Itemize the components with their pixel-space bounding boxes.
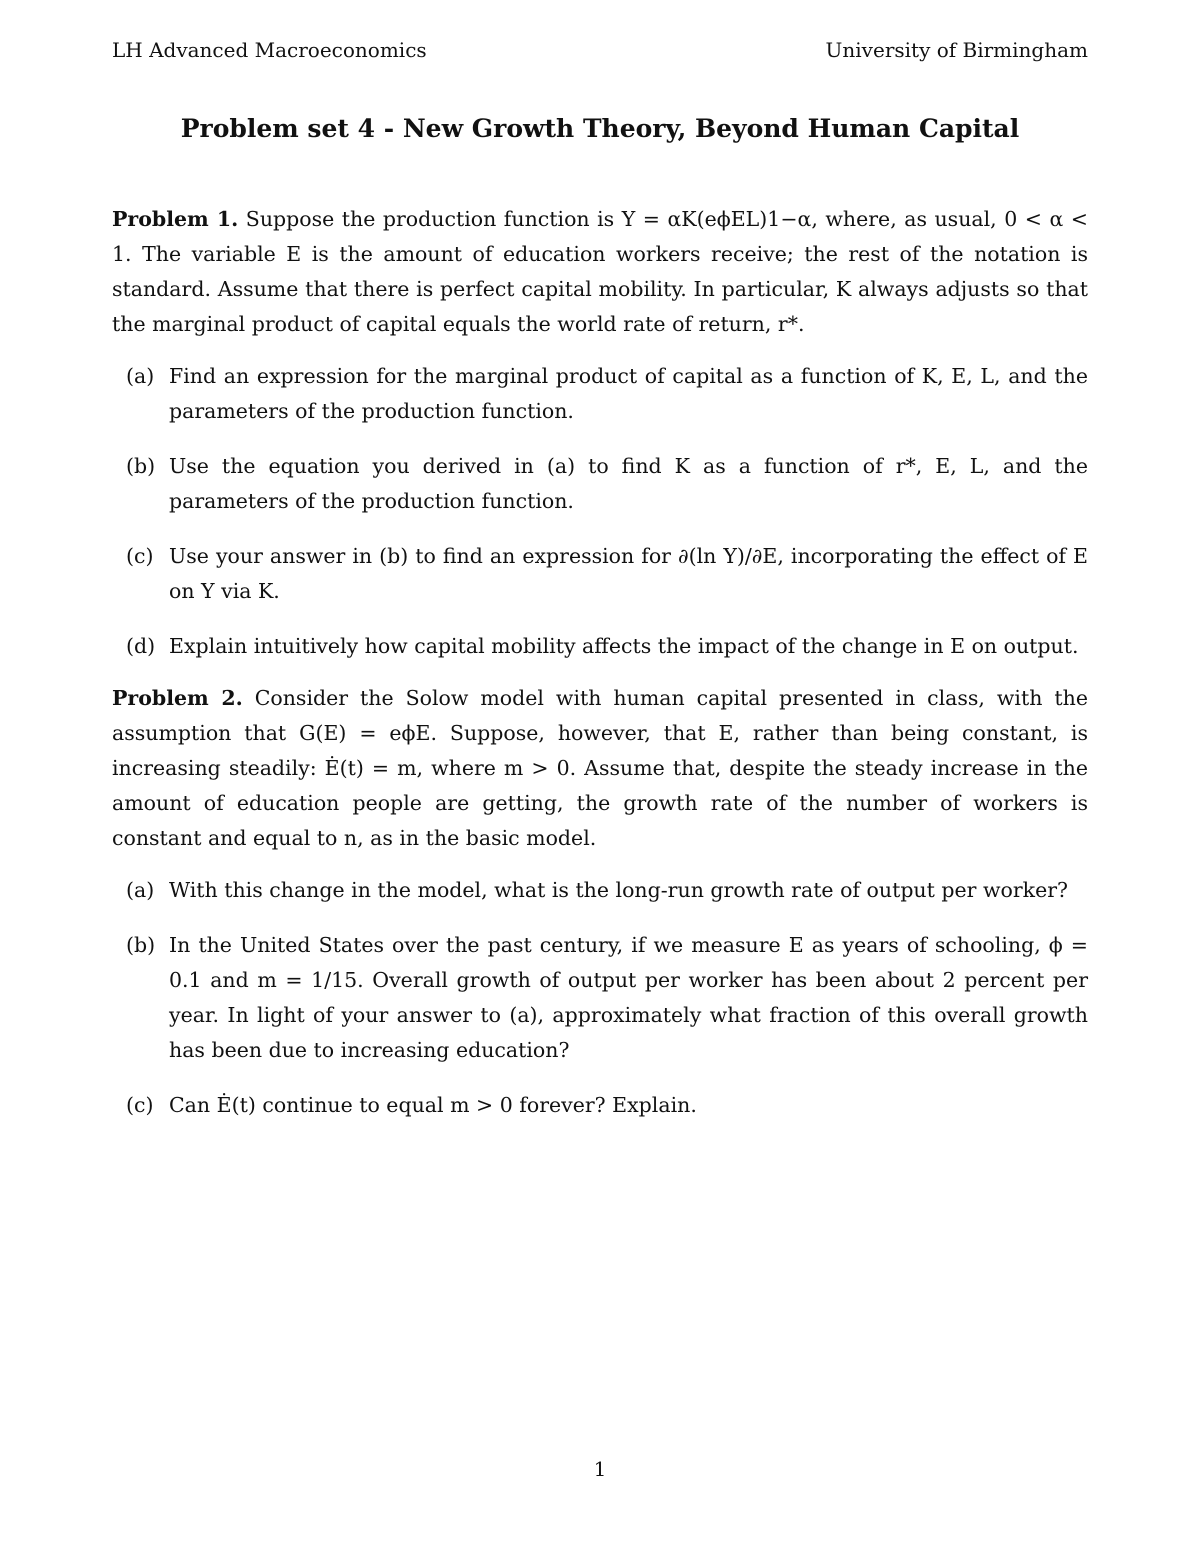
problem-1-part <box>112 359 1088 429</box>
university-name: University of Birmingham <box>825 38 1088 62</box>
part-label: (c) <box>126 544 154 568</box>
problem-set-body <box>112 202 1088 1140</box>
problem-1-part <box>112 629 1088 664</box>
part-text: Use the equation you derived in (a) to find K as a function of r*, E, L, and the parameters of the production function. <box>169 454 1088 513</box>
part-label: (b) <box>126 933 156 957</box>
problem-2-part <box>112 1088 1088 1123</box>
problem-1-parts <box>112 359 1088 664</box>
page-header <box>112 38 1088 70</box>
part-text: Can Ė(t) continue to equal m > 0 forever? Explain. <box>169 1093 697 1117</box>
course-name: LH Advanced Macroeconomics <box>112 38 427 62</box>
problem-2-statement <box>112 681 1088 856</box>
problem-2-part <box>112 928 1088 1068</box>
part-text: Use your answer in (b) to find an expression for ∂(ln Y)/∂E, incorporating the effect of E on Y via K. <box>169 544 1088 603</box>
part-label: (a) <box>126 364 155 388</box>
part-label: (a) <box>126 878 155 902</box>
part-text: With this change in the model, what is the long-run growth rate of output per worker? <box>169 878 1068 902</box>
part-label: (d) <box>126 634 156 658</box>
problem-1-statement <box>112 202 1088 342</box>
part-label: (b) <box>126 454 156 478</box>
problem-2-parts <box>112 873 1088 1123</box>
problem-2-part <box>112 873 1088 908</box>
problem-1-text: Suppose the production function is Y = αK(eϕEL)1−α, where, as usual, 0 < α < 1. The variable E is the amount of education workers receive; the rest of the notation is standard. Assume that there is perfect capital mobility. In particular, K always adjusts so that the marginal product of capital equals the world rate of return, r*. <box>112 207 1088 336</box>
part-label: (c) <box>126 1093 154 1117</box>
part-text: In the United States over the past century, if we measure E as years of schooling, ϕ = 0.1 and m = 1/15. Overall growth of output per worker has been about 2 percent per year. In light of your answer to (a), approximately what fraction of this overall growth has been due to increasing education? <box>169 933 1088 1062</box>
problem-1-part <box>112 539 1088 609</box>
page-title: Problem set 4 - New Growth Theory, Beyond Human Capital <box>180 114 1020 143</box>
problem-1-label: Problem 1. <box>112 207 239 231</box>
problem-1-part <box>112 449 1088 519</box>
part-text: Explain intuitively how capital mobility affects the impact of the change in E on output. <box>169 634 1079 658</box>
part-text: Find an expression for the marginal product of capital as a function of K, E, L, and the parameters of the production function. <box>169 364 1088 423</box>
page-number: 1 <box>593 1457 607 1481</box>
problem-2-label: Problem 2. <box>112 686 243 710</box>
problem-2-text: Consider the Solow model with human capital presented in class, with the assumption that G(E) = eϕE. Suppose, however, that E, rather than being constant, is increasing steadily: Ė(t) = m, where m > 0. Assume that, despite the steady increase in the amount of education people are getting, the growth rate of the number of workers is constant and equal to n, as in the basic model. <box>112 686 1088 850</box>
